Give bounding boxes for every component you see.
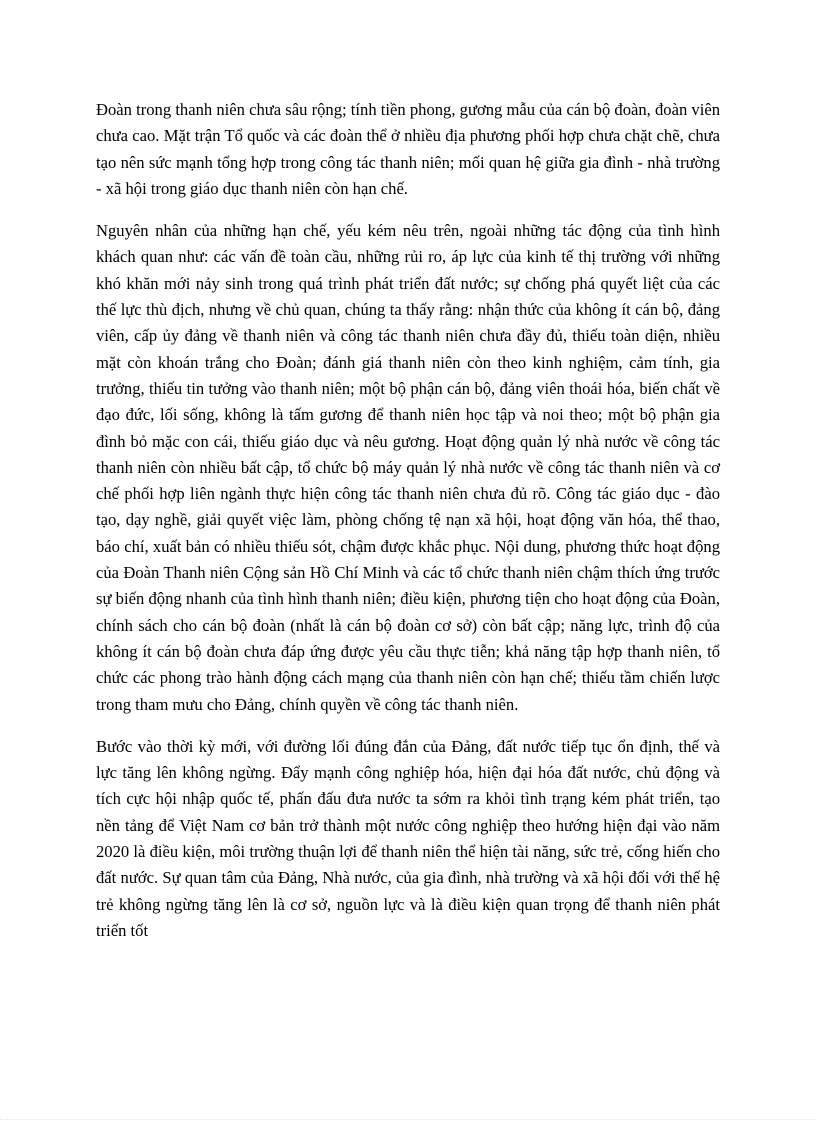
document-page	[96, 97, 720, 960]
paragraph-3: Bước vào thời kỳ mới, với đường lối đúng đắn của Đảng, đất nước tiếp tục ổn định, thế và lực tăng lên không ngừng. Đẩy mạnh công nghiệp hóa, hiện đại hóa đất nước, chủ động và tích cực hội nhập quốc tế, phấn đấu đưa nước ta sớm ra khỏi tình trạng kém phát triển, tạo nền tảng để Việt Nam cơ bản trở thành một nước công nghiệp theo hướng hiện đại vào năm 2020 là điều kiện, môi trường thuận lợi để thanh niên thể hiện tài năng, sức trẻ, cống hiến cho đất nước. Sự quan tâm của Đảng, Nhà nước, của gia đình, nhà trường và xã hội đối với thế hệ trẻ không ngừng tăng lên là cơ sở, nguồn lực và là điều kiện quan trọng để thanh niên phát triển tốt	[96, 736, 720, 940]
paragraph-1: Đoàn trong thanh niên chưa sâu rộng; tính tiền phong, gương mẫu của cán bộ đoàn, đoàn viên chưa cao. Mặt trận Tổ quốc và các đoàn thể ở nhiều địa phương phối hợp chưa chặt chẽ, chưa tạo nên sức mạnh tổng hợp trong công tác thanh niên; mối quan hệ giữa gia đình - nhà trường - xã hội trong giáo dục thanh niên còn hạn chế.	[96, 100, 720, 198]
paragraph-2: Nguyên nhân của những hạn chế, yếu kém nêu trên, ngoài những tác động của tình hình khách quan như: các vấn đề toàn cầu, những rủi ro, áp lực của kinh tế thị trường với những khó khăn mới nảy sinh trong quá trình phát triển đất nước; sự chống phá quyết liệt của các thế lực thù địch, nhưng về chủ quan, chúng ta thấy rằng: nhận thức của không ít cán bộ, đảng viên, cấp ủy đảng về thanh niên và công tác thanh niên chưa đầy đủ, thiếu toàn diện, nhiều mặt còn khoán trắng cho Đoàn; đánh giá thanh niên còn theo kinh nghiệm, cảm tính, gia trưởng, thiếu tin tưởng vào thanh niên; một bộ phận cán bộ, đảng viên thoái hóa, biến chất về đạo đức, lối sống, không là tấm gương để thanh niên học tập và noi theo; một bộ phận gia đình bỏ mặc con cái, thiếu giáo dục và nêu gương. Hoạt động quản lý nhà nước về công tác thanh niên còn nhiều bất cập, tổ chức bộ máy quản lý nhà nước về công tác thanh niên và cơ chế phối hợp liên ngành thực hiện công tác thanh niên chưa đủ rõ. Công tác giáo dục - đào tạo, dạy nghề, giải quyết việc làm, phòng chống tệ nạn xã hội, hoạt động văn hóa, thể thao, báo chí, xuất bản có nhiều thiếu sót, chậm được khắc phục. Nội dung, phương thức hoạt động của Đoàn Thanh niên Cộng sản Hồ Chí Minh và các tổ chức thanh niên chậm thích ứng trước sự biến động nhanh của tình hình thanh niên; điều kiện, phương tiện cho hoạt động của Đoàn, chính sách cho cán bộ đoàn (nhất là cán bộ đoàn cơ sở) còn bất cập; năng lực, trình độ của không ít cán bộ đoàn chưa đáp ứng được yêu cầu thực tiễn; khả năng tập hợp thanh niên, tổ chức các phong trào hành động cách mạng của thanh niên còn hạn chế; thiếu tầm chiến lược trong tham mưu cho Đảng, chính quyền về công tác thanh niên.	[96, 221, 720, 714]
page-bottom-divider	[0, 1119, 816, 1120]
